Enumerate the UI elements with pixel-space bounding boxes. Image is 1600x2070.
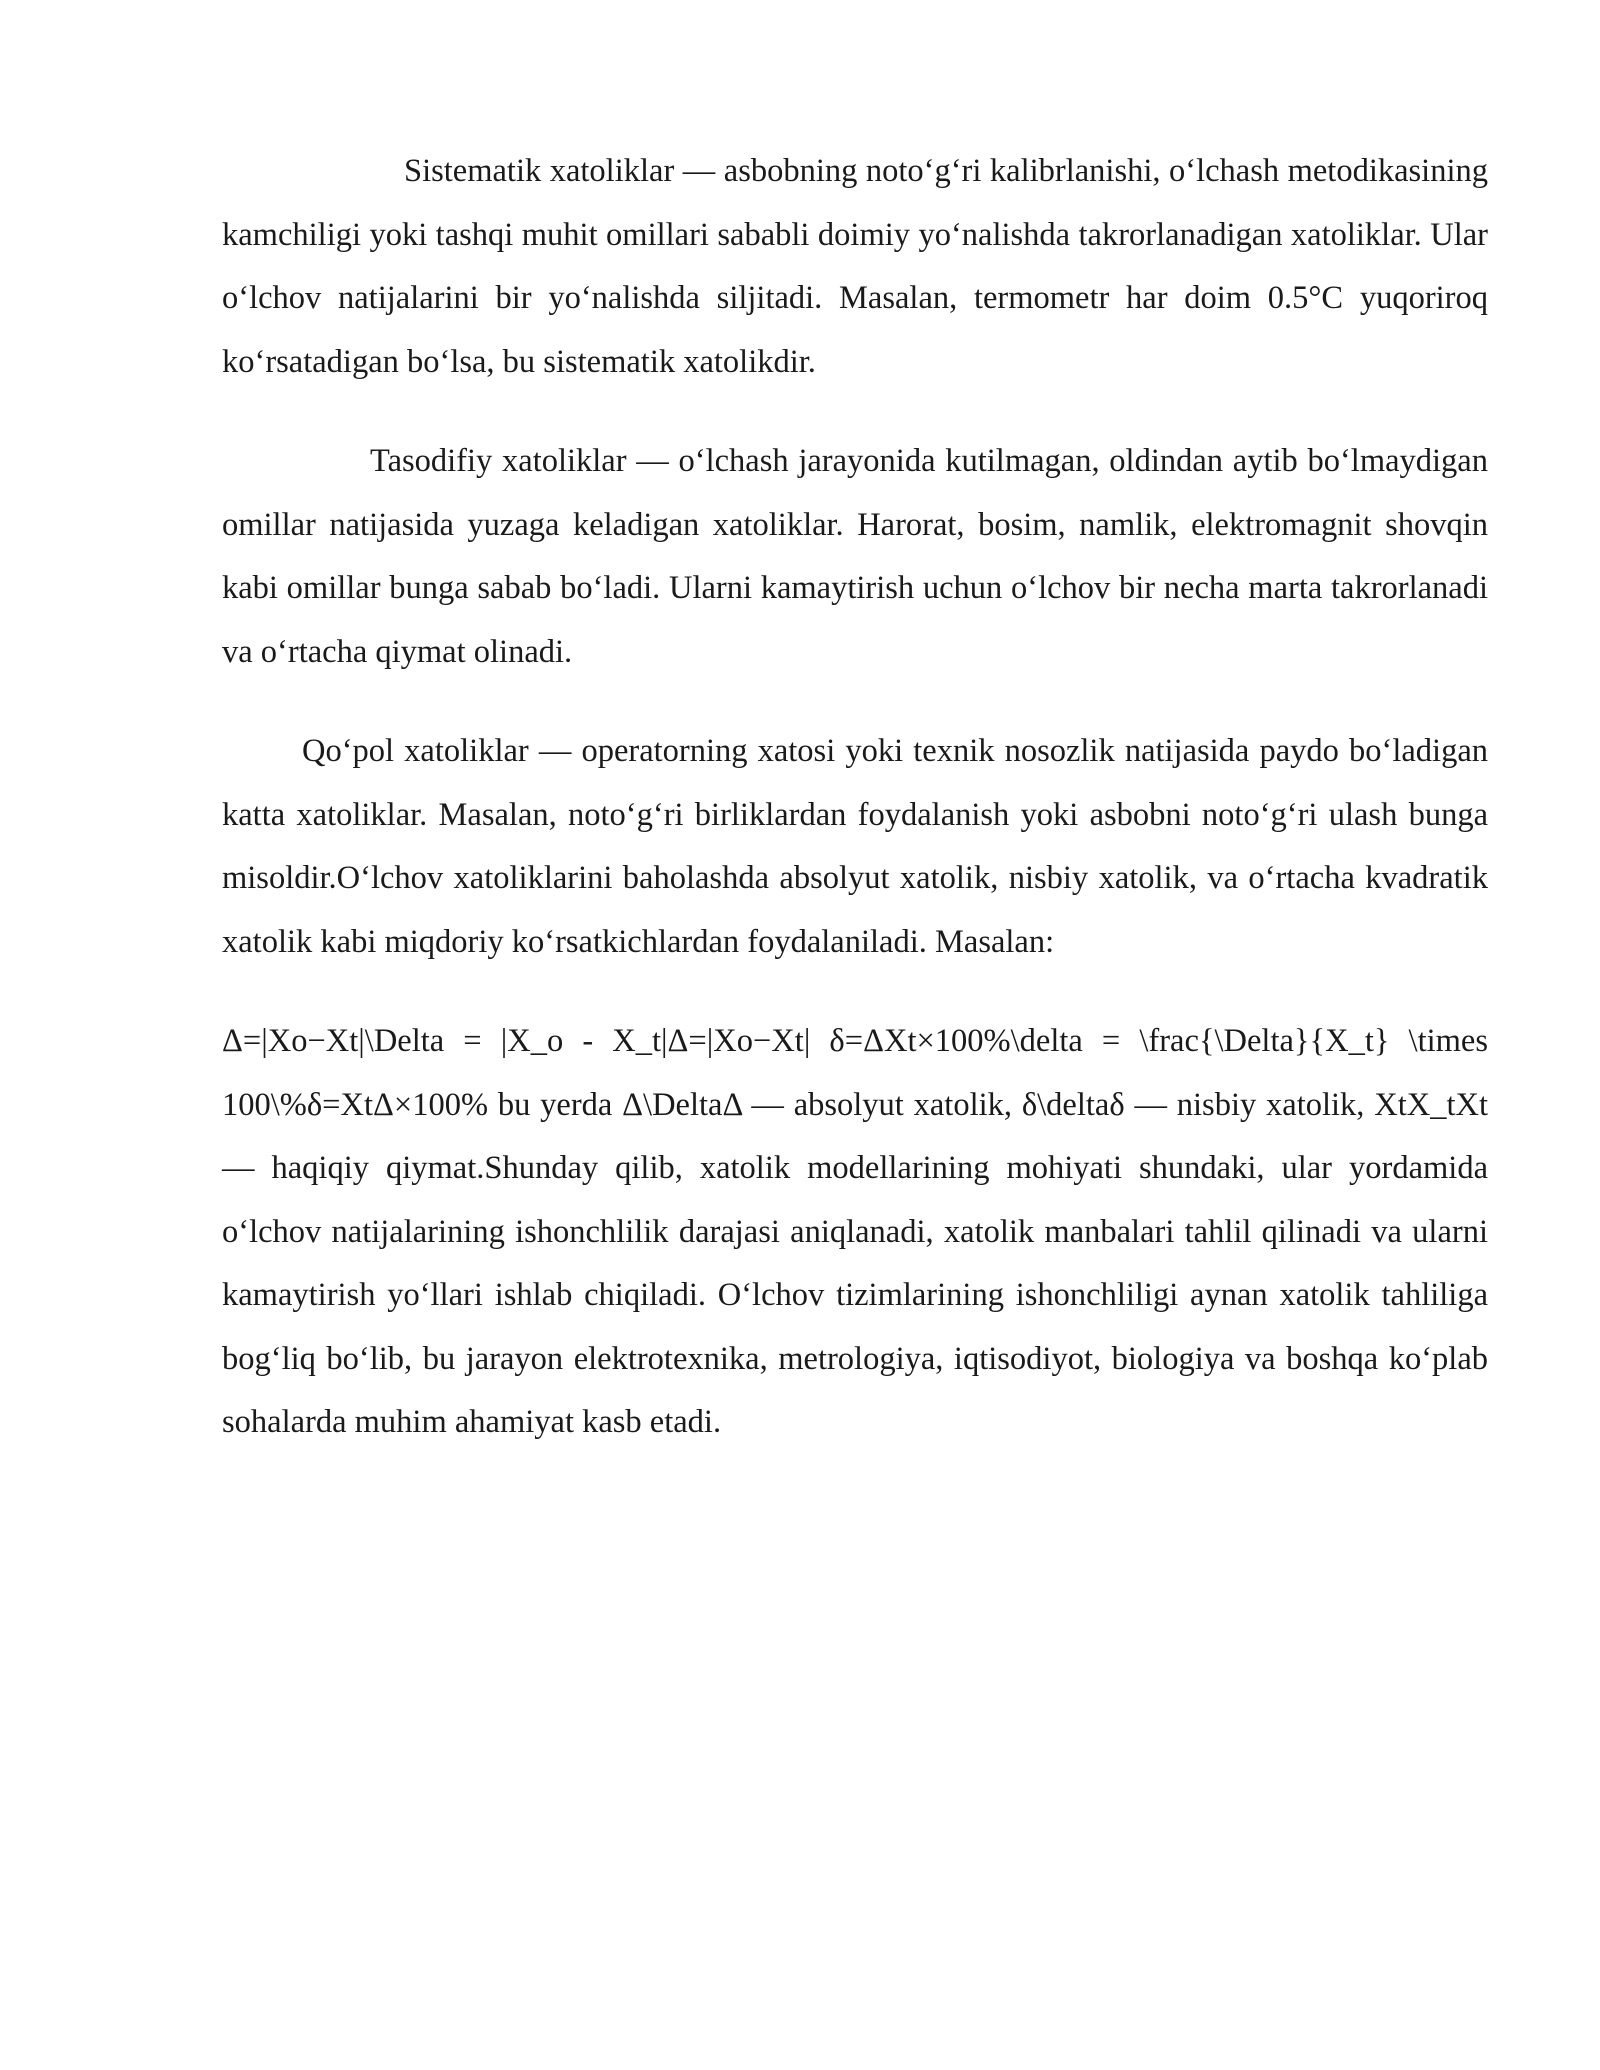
paragraph-gross-errors: Qo‘pol xatoliklar — operatorning xatosi yoki texnik nosozlik natijasida paydo bo‘ladigan katta xatoliklar. Masalan, noto‘g‘ri birliklardan foydalanish yoki asbobni noto‘g‘ri ulash bunga misoldir.O‘lchov xatoliklarini baholashda absolyut xatolik, nisbiy xatolik, va o‘rtacha kvadratik xatolik kabi miqdoriy ko‘rsatkichlardan foydalaniladi. Masalan: (222, 733, 1488, 960)
paragraph-systematic-errors: Sistematik xatoliklar — asbobning noto‘g‘ri kalibrlanishi, o‘lchash metodikasining kamchiligi yoki tashqi muhit omillari sababli doimiy yo‘nalishda takrorlanadigan xatoliklar. Ular o‘lchov natijalarini bir yo‘nalishda siljitadi. Masalan, termometr har doim 0.5°C yuqoriroq ko‘rsatadigan bo‘lsa, bu sistematik xatolikdir. (222, 153, 1488, 380)
paragraph-formulas-conclusion: Δ=|Xo−Xt|\Delta = |X_o - X_t|Δ=|Xo−Xt| δ=ΔXt×100%\delta = \frac{\Delta}{X_t} \times 100\%δ=XtΔ×100% bu yerda Δ\DeltaΔ — absolyut xatolik, δ\deltaδ — nisbiy xatolik, XtX_tXt — haqiqiy qiymat.Shunday qilib, xatolik modellarining mohiyati shundaki, ular yordamida o‘lchov natijalarining ishonchlilik darajasi aniqlanadi, xatolik manbalari tahlil qilinadi va ularni kamaytirish yo‘llari ishlab chiqiladi. O‘lchov tizimlarining ishonchliligi aynan xatolik tahliliga bog‘liq bo‘lib, bu jarayon elektrotexnika, metrologiya, iqtisodiyot, biologiya va boshqa ko‘plab sohalarda muhim ahamiyat kasb etadi. (222, 1023, 1488, 1440)
paragraph-random-errors: Tasodifiy xatoliklar — o‘lchash jarayonida kutilmagan, oldindan aytib bo‘lmaydigan omillar natijasida yuzaga keladigan xatoliklar. Harorat, bosim, namlik, elektromagnit shovqin kabi omillar bunga sabab bo‘ladi. Ularni kamaytirish uchun o‘lchov bir necha marta takrorlanadi va o‘rtacha qiymat olinadi. (222, 443, 1488, 670)
document-page (222, 140, 1488, 1491)
